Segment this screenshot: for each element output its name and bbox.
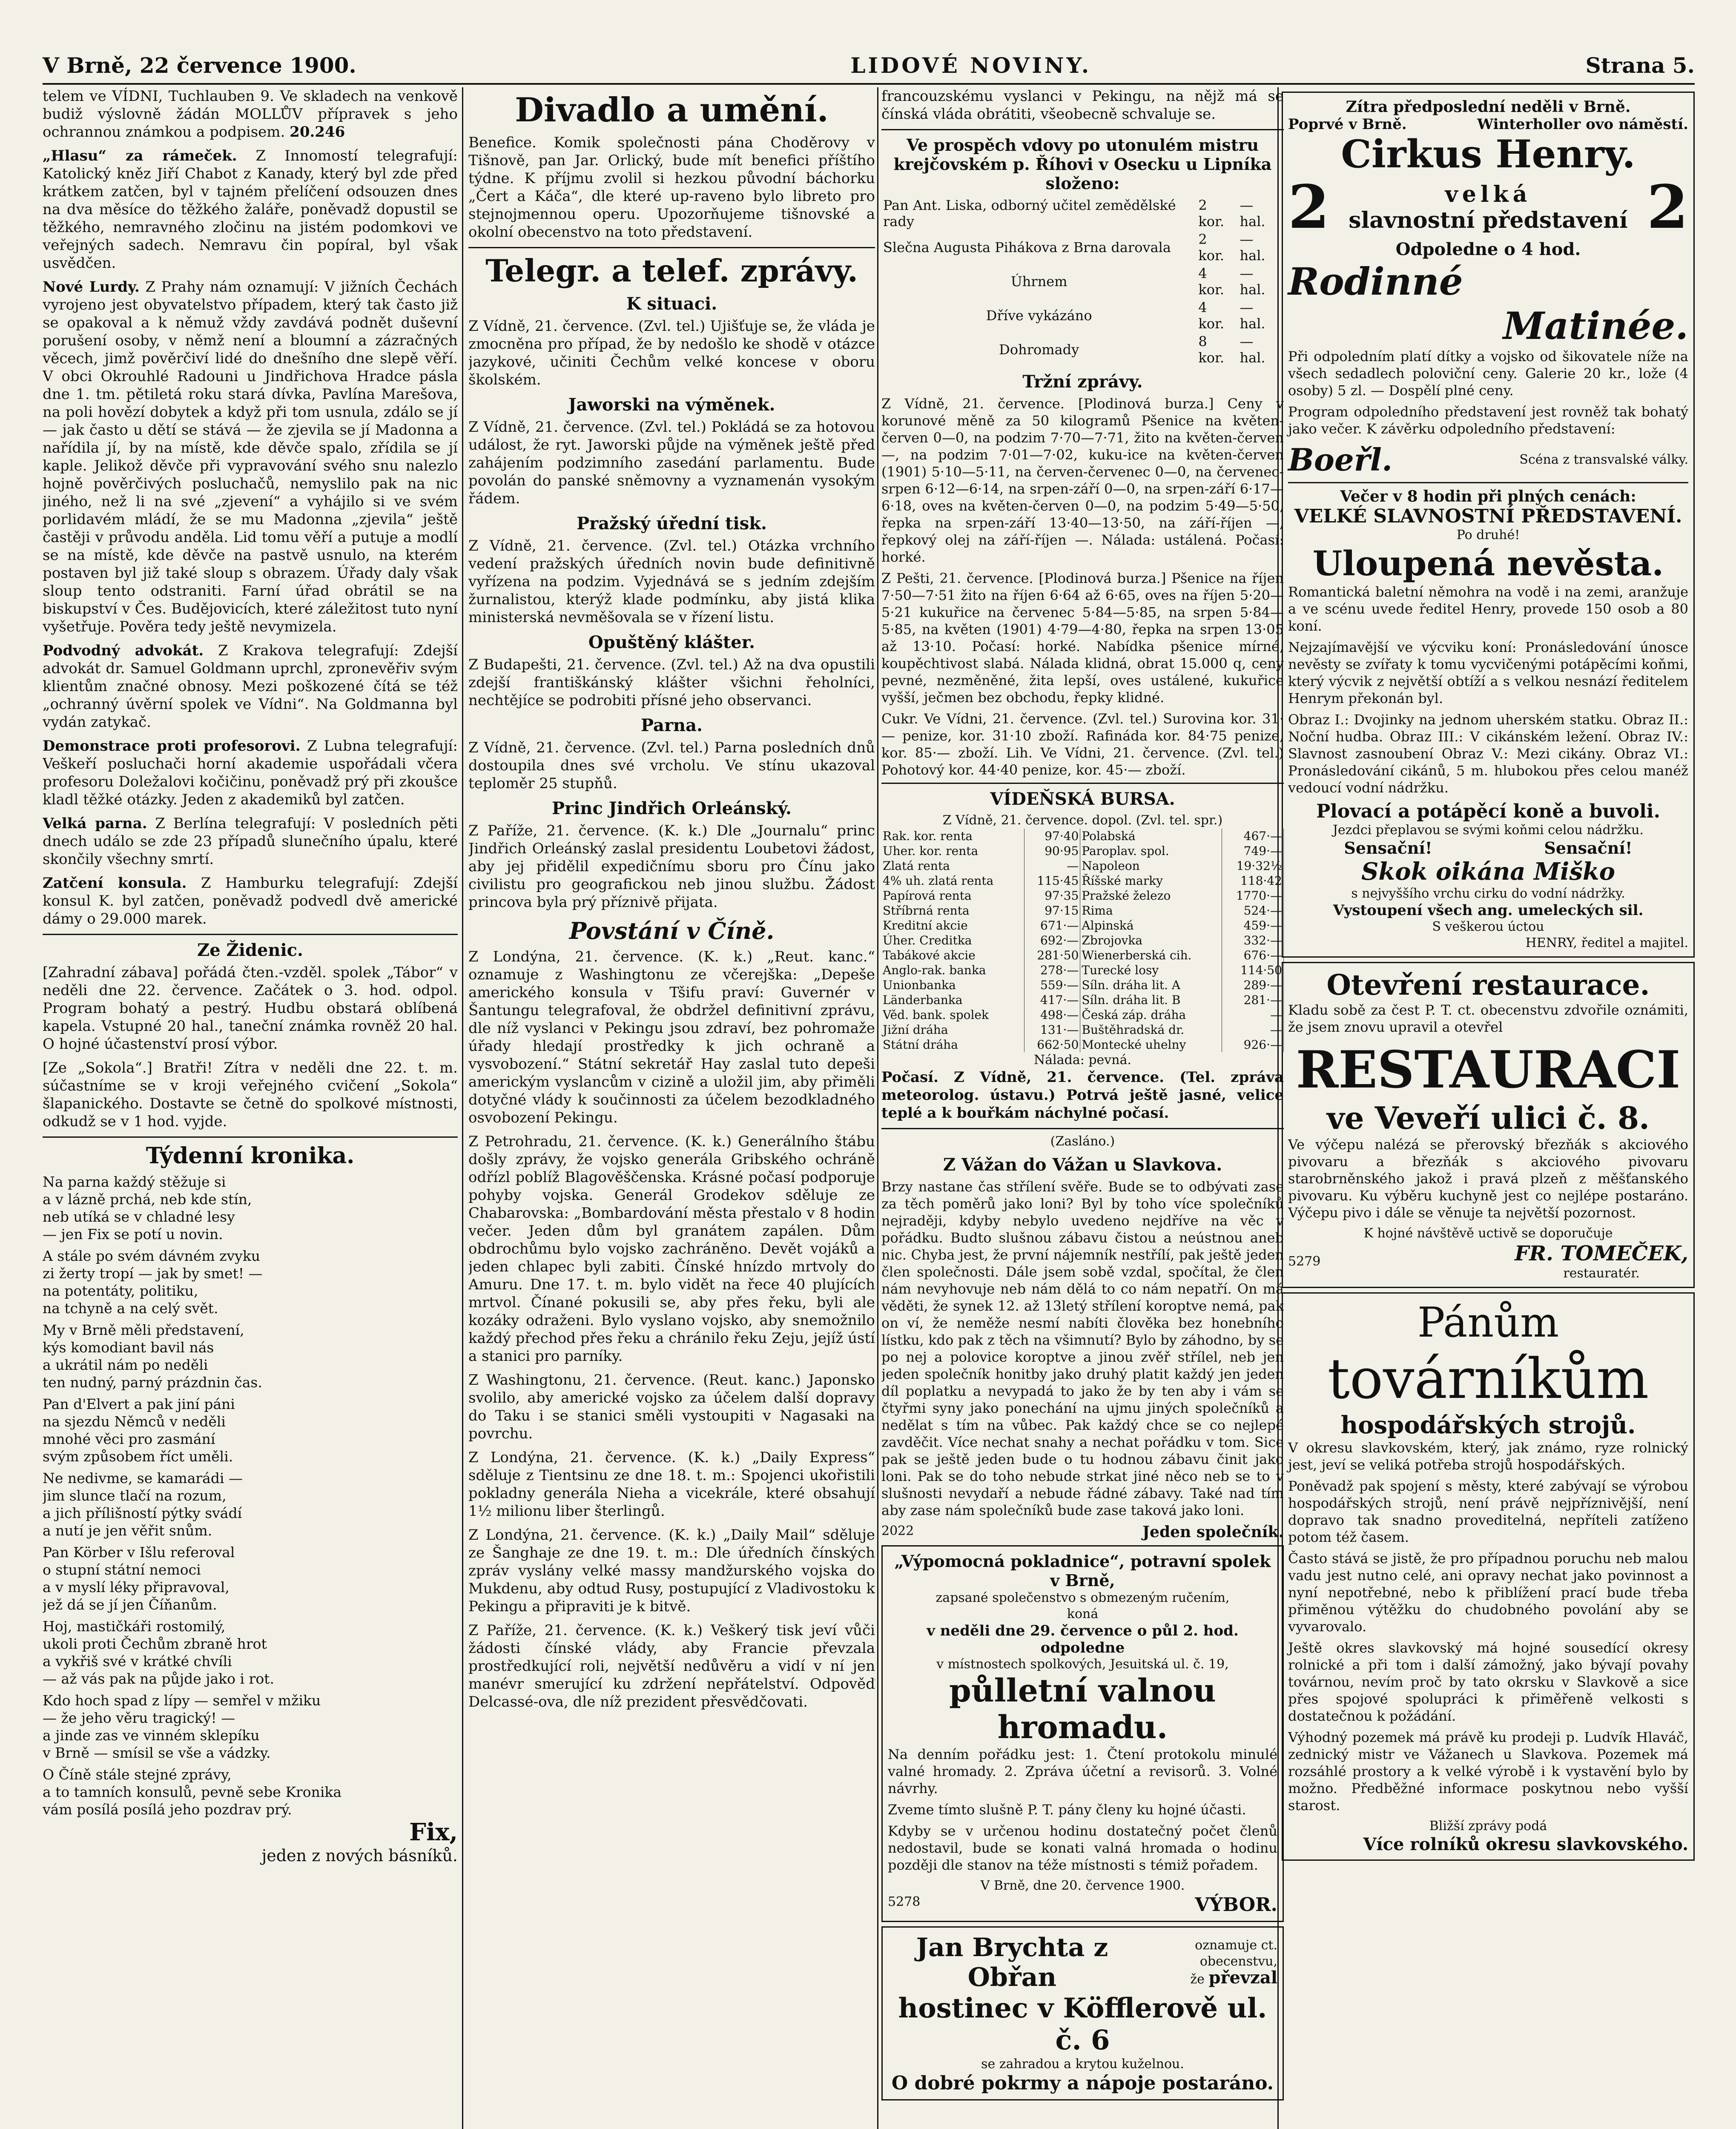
column-2 [468, 87, 875, 1717]
table-row: Úhrnem 4 kor. — hal. [1010, 265, 1265, 298]
table-cell: Rima [1080, 903, 1222, 918]
news-item-3: Podvodný advokát. Z Krakova telegrafují: Zdejší advokát dr. Samuel Goldmann uprchl, zpronevěřiv svým klientům značné obnosy. Mezi poškozené čítá se též „ochranný úvěrní spolek ve Vídni“. Na Goldmanna byl vydán zatykač. [43, 642, 458, 731]
table-cell: 749·— [1222, 844, 1284, 858]
poem-line: a to tamních konsulů, pevně sebe Kronika [43, 1784, 342, 1800]
table-row [881, 858, 1284, 873]
kronika-title: Týdenní kronika. [146, 1143, 355, 1169]
table-row [881, 888, 1284, 903]
table-cell: 332·— [1222, 933, 1284, 948]
poem-line: Pan d'Elvert a pak jiní páni [43, 1396, 235, 1412]
cukr-text: Cukr. Ve Vídni, 21. července. (Zvl. tel.) Surovina kor. 31·— penize, kor. 31·10 zboží. Rafináda kor. 84·75 penize, kor. 85·— zboží. Lih. Ve Vídni, 21. července. (Zvl. tel.) Pohotový kor. 44·40 penize, kor. 45·— zboží. [881, 711, 1284, 778]
poem-line: mnohé věci pro zasmání [43, 1431, 215, 1447]
table-cell: 467·— [1222, 829, 1284, 844]
poem-line: a jich přílišností pýtky svádí [43, 1505, 242, 1521]
poem-line: O Číně stále stejné zprávy, [43, 1766, 232, 1783]
table-cell: Síln. dráha lit. A [1080, 978, 1222, 993]
prazsky-text: Z Vídně, 21. července. (Zvl. tel.) Otázka vrchního vedení pražských úředních novin bude definitivně vyřízena na podzim. Vyjednává se s jedním zdejším žurnalistou, kterýž klade podmínku, aby jistá klika ministerská nevměšovala se v řízení listu. [468, 537, 875, 626]
bursa-title: VÍDEŇSKÁ BURSA. [990, 789, 1175, 809]
zidenic-text: [Zahradní zábava] pořádá čten.-vzděl. spolek „Tábor“ v neděli dne 22. července. Začátek o 3. hod. odpol. Program bohatý a pestrý. Hudbu obstará oblíbená kapela. Vstupné 20 hal., taneční známka rovněž 20 hal. O hojné účastenství prosí výbor. [43, 964, 458, 1053]
poem-tail: jeden z nových básníků. [261, 1846, 458, 1865]
table-cell: Napoleon [1080, 858, 1222, 873]
table-cell: 90·95 [1024, 844, 1080, 858]
table-cell: 97·35 [1024, 888, 1080, 903]
table-cell: Montecké uhelny [1080, 1037, 1222, 1052]
table-cell: Jižní dráha [881, 1022, 1024, 1037]
lead-paragraph: telem ve VÍDNI, Tuchlauben 9. Ve skladech na venkově budiž výslovně žádán MOLLŮV přípravek s jeho ochrannou známkou a podpisem. 20.246 [43, 88, 458, 141]
header-newspaper-title: LIDOVÉ NOVINY. [850, 52, 1092, 78]
poem-line: Na parna každý stěžuje si [43, 1174, 226, 1190]
prazsky-title: Pražský úřední tisk. [577, 514, 767, 534]
table-cell: 281·— [1222, 993, 1284, 1007]
zaslano: (Zasláno.) [1050, 1134, 1115, 1149]
table-row [881, 829, 1284, 844]
opusteny-text: Z Budapešti, 21. července. (Zvl. tel.) Až na dva opustili zdejší františkánský klášter všichni řeholníci, nechtějíce se podrobiti přísné jeho observanci. [468, 656, 875, 709]
table-row: Dohromady 8 kor. — hal. [999, 333, 1265, 366]
table-cell: 289·— [1222, 978, 1284, 993]
trzni-text: Z Vídně, 21. července. [Plodinová burza.] Ceny v korunové měně za 50 kilogramů Pšenice na květen-červen 0—0, na podzim 7·70—7·71, žito na květen-červen —, na podzim 7·01—7·02, kuku-ice na květen-červen (1901) 5·10—5·11, na červen-červenec 0—0, na červenec-srpen 6·12—6·14, na srpen-září 0—0, na srpen-září 6·17—6·18, oves na květen-červen 0—0, na podzim 5·49—5·50, řepka na srpen-září 13·40—13·50, na září-říjen —, řepkový olej na září-říjen —. Nálada: ustálená. Počasí: horké. [881, 396, 1284, 565]
table-cell: — [1024, 858, 1080, 873]
divider [881, 1128, 1284, 1129]
tovarnikum-ad: Pánům továrníkům hospodářských strojů. V okresu slavkovském, který, jak známo, ryze rolnický jest, jeví se veliká potřeba strojů hospodářských. Poněvadž pak spojení s městy, které zabývají se výrobou hospodářských strojů, není právě nejpříznivější, není dopravo tak snadno proveditelná, nepříteli zatíženo potom též časem. Často stává se jistě, že pro případnou poruchu neb malou vadu jest nutno celé, ani opravy nechat jako povinnost a nyní nepotřebné, nebo k přiblížení prací bude třeba přiměnou výtěžku do chudobného povolání aby se vyvarovalo. Ještě okres slavkovský má hojné sousedící okresy rolnické a při tom i další zámožný, jako bývají povahy továrnou, nevím proč by tato okrsku v Slavkově a sice přes spojové spolupráci k přiměřeně velkosti s dostatečnou k požádání. Výhodný pozemek má právě ku prodeji p. Ludvík Hlaváč, zednický mistr ve Vážanech u Slavkova. Pozemek má rozsáhlé prostory a k velké výrobě i k vystavění bylo by možno. Předběžné informace poskytnou nebo vyšší starost. Bližší zprávy podá Více rolníků okresu slavkovského. [1282, 1292, 1695, 1861]
table-cell: 118·42 [1222, 873, 1284, 888]
table-cell: Zbrojovka [1080, 933, 1222, 948]
table-cell: Anglo-rak. banka [881, 963, 1024, 978]
news-item-6: Zatčení konsula. Z Hamburku telegrafují: Zdejší konsul K. byl zatčen, poněvadž podvedl dvě americké dámy o 29.000 marek. [43, 875, 458, 927]
poem-line: — až vás pak na půjde jako i rot. [43, 1670, 274, 1687]
table-cell: Kreditní akcie [881, 918, 1024, 933]
povstani-title: Povstání v Číně. [569, 917, 775, 944]
divider [881, 783, 1284, 784]
vypomocna-ad: „Výpomocná pokladnice“, potravní spolek v Brně, zapsané společenstvo s obmezeným ručením, koná v neděli dne 29. července o půl 2. hod. odpoledne v místnostech spolkových, Jesuitská ul. č. 19, půlletní valnou hromadu. Na denním pořádku jest: 1. Čtení protokolu minulé valné hromady. 2. Zpráva účetní a revisorů. 3. Volné návrhy. Zveme tímto slušně P. T. pány členy ku hojné účasti. Kdyby se v určenou hodinu dostatečný počet členů nedostavil, bude se konati valná hromada o hodinu později dle stanov na téže místnosti s témiž pořadem. V Brně, dne 20. července 1900. 5278 VÝBOR. [881, 1545, 1284, 1922]
k-situaci-title: K situaci. [626, 294, 717, 314]
divadlo-title: Divadlo a umění. [515, 91, 829, 129]
poem-line: jež dá se jí jen Číňanům. [43, 1596, 217, 1613]
page-header [43, 50, 1695, 80]
table-cell: Unionbanka [881, 978, 1024, 993]
pocasi-text: Počasí. Z Vídně, 21. července. (Tel. zpráva meteorolog. ústavu.) Potrvá ještě jasné, velice teplé a k bouřkám náchylné počasí. [881, 1069, 1284, 1122]
column-4 [1282, 87, 1695, 1865]
poem-line: jim slunce tlačí na rozum, [43, 1487, 227, 1504]
povstani-text: Z Londýna, 21. července. (K. k.) „Daily Express“ sděluje z Tientsinu ze dne 18. t. m.: Spojenci ukořistili pokladny generála Nieha a vicekrále, které obsahují 1½ milionu liber šterlingů. [468, 1449, 875, 1520]
table-row [881, 993, 1284, 1007]
lead-paragraph: francouzskému vyslanci v Pekingu, na nějž má se čínská vláda obrátiti, všeobecně schvaluje se. [881, 88, 1284, 123]
zidenic-title: Ze Židenic. [197, 940, 303, 960]
prospech-table [881, 196, 1284, 367]
table-cell: 671·— [1024, 918, 1080, 933]
table-cell: 662·50 [1024, 1037, 1080, 1052]
table-cell: 114·50 [1222, 963, 1284, 978]
brychta-ad: Jan Brychta z Obřan oznamuje ct. obecenstvu, že převzal hostinec v Köfflerově ul. č. 6 se zahradou a krytou kuželnou. O dobré pokrmy a nápoje postaráno. [881, 1926, 1284, 2100]
table-cell: 1770·— [1222, 888, 1284, 903]
table-cell: Uher. kor. renta [881, 844, 1024, 858]
trzni-title: Tržní zprávy. [1022, 372, 1143, 392]
table-cell: Paroplav. spol. [1080, 844, 1222, 858]
table-cell: Alpinská [1080, 918, 1222, 933]
table-row [881, 1007, 1284, 1022]
poem-line: na sjezdu Němců v neděli [43, 1413, 226, 1430]
povstani-text: Z Paříže, 21. července. (K. k.) Veškerý tisk jeví vůči žádosti čínské vlády, aby Francie převzala prostředkující roli, největší nedůvěru a vidí v ní jen manévr smerující ku zdržení nepřátelství. Odpověď Delcassé-ova, dle níž prezident přesvědčovati. [468, 1622, 875, 1710]
table-cell: 278·— [1024, 963, 1080, 978]
poem-line: v Brně — smísil se vše a vádzky. [43, 1745, 271, 1761]
divider [881, 129, 1284, 130]
table-row [881, 903, 1284, 918]
table-row [881, 978, 1284, 993]
table-cell: 559·— [1024, 978, 1080, 993]
restaurace-ad: Otevření restaurace. Kladu sobě za čest P. T. ct. obecenstvu zdvořile oznámiti, že jsem znovu upravil a otevřel RESTAURACI ve Veveří ulici č. 8. Ve výčepu nalézá se přerovský březňák s akciového pivovaru a březňák s akciového pivovaru starobrněnského jakož i pravá plzeň z měšťanského pivovaru. Ku výběru kuchyně jest co nejlépe postaráno. Výčepu pivo i dále se věnuje ta největší pozornost. K hojné návštěvě uctivě se doporučuje 5279 FR. TOMEČEK, restauratér. [1282, 962, 1695, 1288]
divadlo-text: Benefice. Komik společnosti pána Choděrovy v Tišnově, pan Jar. Orlický, bude mít benefici příštího týdne. K příjmu zvolil si hezkou původní báchorku „Čert a Káča“, dle které up-raveno bylo libreto pro stejnojmennou operu. Upozorňujeme tišnovské a okolní obecenstvo na toto představení. [468, 134, 875, 241]
table-row [881, 963, 1284, 978]
poem-line: zi žerty tropí — jak by smet! — [43, 1265, 263, 1282]
opusteny-title: Opuštěný klášter. [588, 632, 755, 652]
poem-line: a vykřiš své v krátké chvíli [43, 1653, 232, 1670]
divider [43, 934, 458, 935]
table-row [881, 948, 1284, 963]
table-cell: 4% uh. zlatá renta [881, 873, 1024, 888]
table-cell: 459·— [1222, 918, 1284, 933]
poem-line: svým způsobem říct uměli. [43, 1448, 233, 1465]
table-cell: Buštěhradská dr. [1080, 1022, 1222, 1037]
table-row [881, 1022, 1284, 1037]
poem-line: a ukrátil nám po neděli [43, 1357, 208, 1373]
princ-text: Z Paříže, 21. července. (K. k.) Dle „Journalu“ princ Jindřich Orleánský zaslal presidentu Loubetovi žádost, aby jej přidělil expedičnímu sboru pro Čínu jako civilistu pro geografickou neb jinou službu. Žádost princova byla prý příznivě přijata. [468, 822, 875, 911]
bursa-table [881, 829, 1284, 1052]
table-row [881, 873, 1284, 888]
poem-line: a jinde zas ve vinném sklepíku [43, 1727, 260, 1744]
news-item-2: Nové Lurdy. Z Prahy nám oznamují: V jižních Čechách vyrojeno jest obyvatelstvo případem, který tak často již se opakoval a k němuž vždy zavdává podnět duševní porušení osoby, v němž není a bloumní a zázračných věcech, jimž pověrčiví lidé do dnešního dne slepě věří. V obci Okrouhlé Radouni u Jindřichova Hradce pásla dne 1. tm. pětiletá roku stará dívka, Pavlína Marešova, na poli hovězí dobytek a když při tom usnula, zdálo se jí — jak často u dětí se stává — že zjevila se jí Madonna a nařídila jí, by na místě, kde děvče spalo, zřídila se jí kaple. Jelikož děvče při vypravování svého snu nalezlo hojně pověrčivých posluchačů, nemyslilo pak na nic jiného, než li na své „zjevení“ a vyhájilo si ve svém porlidavém mládí, že se mu Madonna „zjevila“ ještě častěji v průvodu anděla. Lid tomu věří a putuje a modlí se na místě, kde děvče na pastvě usnulo, na kterém postaven byl již také sloup s obrazem. Úřady daly však sloup tento odstraniti. Farní úřad obrátil se na biskupství v Čes. Budějovicích, které záležitost tuto nyní vyšetřuje. Pověra tedy ještě nevymizela. [43, 278, 458, 635]
table-row: Pan Ant. Liska, odborný učitel zemědělské rady 2 kor. — hal. [883, 197, 1265, 230]
poem-line: na tchyně a na celý svět. [43, 1300, 218, 1317]
table-cell: Česká záp. dráha [1080, 1007, 1222, 1022]
cirkus-henry-ad: Zítra předposlední neděli v Brně. Poprvé v Brně. Winterholler ovo náměstí. Cirkus Henry. 2 velká slavnostní představení 2 Odpoledne o 4 hod. Rodinné Matinée. Při odpoledním platí dítky a vojsko od šikovatele níže na všech sedadlech poloviční ceny. Galerie 20 kr., lože (4 osoby) 5 zl. — Dospělí plné ceny. Program odpoledního představení jest rovněž tak bohatý jako večer. K závěrku odpoledního představení: Boeřl. Scéna z transvalské války. Večer v 8 hodin při plných cenách: VELKÉ SLAVNOSTNÍ PŘEDSTAVENÍ. Po druhé! Uloupená nevěsta. Romantická baletní němohra na vodě i na zemi, aranžuje a ve scénu uvede ředitel Henry, provede 150 osob a 80 koní. Nejzajímavější ve výcviku koní: Pronásledování únosce nevěsty se zvířaty k tomu vycvičenými potápěcími koňmi, který výcvik z největší obtíží a s velkou nesnází ředitelem Henrym překonán byl. Obraz I.: Dvojinky na jednom uherském statku. Obraz II.: Noční hudba. Obraz III.: V cikánském ležení. Obraz IV.: Slavnost zasnoubení Obraz V.: Mezi cikány. Obraz VI.: Pronásledování cikánů, 5 m. hlubokou přes celou manéž vedoucí vodní nádržku. Plovací a potápěcí koně a buvoli. Jezdci přeplavou se svými koňmi celou nádržku. Sensační! Sensační! Skok oikána Miško s nejvyššího vrchu cirku do vodní nádržky. Vystoupení všech ang. umeleckých sil. S veškerou úctou HENRY, ředitel a majitel. [1282, 92, 1695, 958]
poem-line: Pan Körber v Išlu referoval [43, 1544, 235, 1561]
povstani-text: Z Washingtonu, 21. července. (Reut. kanc.) Japonsko svolilo, aby americké vojsko za účelem další dopravy do Taku i se stanici směli vystoupiti v Nagasaki na povrchu. [468, 1372, 875, 1442]
jaworski-title: Jaworski na výměnek. [568, 395, 775, 415]
poem-line: My v Brně měli představení, [43, 1322, 244, 1338]
poem-line: Hoj, mastičkáři rostomilý, [43, 1618, 226, 1635]
table-cell: 97·40 [1024, 829, 1080, 844]
sokol-text: [Ze „Sokola“.] Bratři! Zítra v neděli dne 22. t. m. súčastníme se v kroji veřejného cvičení „Sokola“ šlapanického. Dostavte se četně do spolkové místnosti, odkudž se v 1 hod. vyjde. [43, 1059, 458, 1130]
poem-line: neb utíká se v chladné lesy [43, 1208, 235, 1225]
bursa-sub: Z Vídně, 21. července. dopol. (Zvl. tel. spr.) [942, 813, 1223, 828]
telegr-title: Telegr. a telef. zprávy. [485, 252, 858, 289]
vazan-text: Brzy nastane čas střílení svěře. Bude se to odbývati zase za těch poměrů jako loni? Byl by toho více společníků nejraději, kdyby nebylo uvedeno nejdříve na věc v pořádku. Budto slušnou zábavu čistou a neústnou aneb nic. Chyba jest, že první nájemník nestřílí, pak ještě jeden člen společnosti. Dále jsem sobě vzdal, spočítal, že člen nám nevyhovuje neb nám dělá to co nám nepatří. On má věděti, že synek 12. až 13letý střílení koroptve nemá, pak on ví, že neměže nesmí nabíti člověka bez honebního lístku, kdo pak z těch na všimnutí? Bylo by záhodno, by se po nej a polovice koroptve a jinou zvěř střílel, neb jen jeden společník honitby jako druhý platit každý jen jeden díl poplatku a nevypadá to jako že by ten aby i vám se čtyřmi syny jako ponechání na ujmu jiných společníků a nedělat s tím na vůbec. Pak každý chce se co nejlepé zavděčit. Více nechat snahy a nechat pořádku v tom. Sice pak se ještě jeden bude o tu hodnou zábavu činit jako loni. Pak se do toho nebude strkat jiné něco neb se to v slušnosti nevydaří a nebude řádné zábavy. Také nad tím aby zase nám společníků bude zase taková jako loni. [881, 1179, 1284, 1518]
poem-signature: Fix, [409, 1818, 458, 1846]
table-cell: Länderbanka [881, 993, 1024, 1007]
table-cell: Polabská [1080, 829, 1222, 844]
table-cell: 417·— [1024, 993, 1080, 1007]
column-divider-2 [877, 87, 878, 2129]
table-cell: 676·— [1222, 948, 1284, 963]
poem-line: a v lázně prchá, neb kde stín, [43, 1191, 252, 1208]
table-row: Slečna Augusta Pihákova z Brna darovala 2 kor. — hal. [883, 231, 1265, 264]
table-row [881, 933, 1284, 948]
header-rule [43, 83, 1695, 85]
table-cell: Wienerberská cih. [1080, 948, 1222, 963]
kronika-poem [43, 1173, 458, 1818]
table-cell: Tabákové akcie [881, 948, 1024, 963]
column-divider-1 [462, 87, 463, 2129]
poem-line: ten nudný, parný prázdnin čas. [43, 1374, 262, 1391]
table-cell: Pražské železo [1080, 888, 1222, 903]
table-cell: 498·— [1024, 1007, 1080, 1022]
news-item-5: Velká parna. Z Berlína telegrafují: V posledních pěti dnech událo se zde 23 případů slunečního úpalu, které skončily všechny smrtí. [43, 815, 458, 868]
table-cell: 524·— [1222, 903, 1284, 918]
poem-line: kýs komodiant bavil nás [43, 1339, 214, 1356]
table-cell: Rak. kor. renta [881, 829, 1024, 844]
parna-title: Parna. [641, 715, 703, 735]
parna-text: Z Vídně, 21. července. (Zvl. tel.) Parna posledních dnů dostoupila dnes své vrcholu. Ve stínu ukazoval teploměr 25 stupňů. [468, 739, 875, 792]
poem-line: na potentáty, politiku, [43, 1283, 198, 1299]
poem-line: — jen Fix se potí u novin. [43, 1226, 223, 1242]
table-row: Dříve vykázáno 4 kor. — hal. [986, 299, 1265, 332]
vazan-title: Z Vážan do Vážan u Slavkova. [943, 1155, 1222, 1175]
table-cell: 19·32½ [1222, 858, 1284, 873]
poem-line: vám posílá posílá jeho pozdrav prý. [43, 1801, 292, 1818]
divider [43, 1136, 458, 1138]
table-cell: Říšské marky [1080, 873, 1222, 888]
poem-line: ukoli proti Čechům zbraně hrot [43, 1635, 267, 1652]
column-1 [43, 87, 458, 1865]
poem-line: a v myslí léky připravoval, [43, 1579, 230, 1595]
jaworski-text: Z Vídně, 21. července. (Zvl. tel.) Pokládá se za hotovou událost, že ryt. Jaworski půjde na výměnek ještě před zahájením podzimního zasedání parlamentu. Bude povolán do panské sněmovny a vyznamenán vysokým řádem. [468, 419, 875, 507]
pest-text: Z Pešti, 21. července. [Plodinová burza.] Pšenice na říjen 7·50—7·51 žito na říjen 6·64 až 6·65, oves na říjen 5·20—5·21 kukuřice na červenec 5·84—5·85, na srpen 5·84—5·85, na květen (1901) 4·79—4·80, řepka na srpen 13·05 až 13·10. Počasí: horké. Nabídka pšenice mírné, koupěchtivost slabá. Nálada klidná, obrat 15.000 q, ceny pevné, nezměněné, žita lepší, oves ustálené, kukuřice vyšší, ječmen bez obchodu, řepky klidné. [881, 570, 1284, 706]
poem-line: a nutí je jen věřit snům. [43, 1522, 212, 1539]
poem-line: A stále po svém dávném zvyku [43, 1248, 261, 1264]
table-cell: Stříbrná renta [881, 903, 1024, 918]
poem-line: Kdo hoch spad z lípy — semřel v mžiku [43, 1692, 321, 1709]
prospech-title: Ve prospěch vdovy po utonulém mistru krejčovském p. Říhovi v Osecku u Lipníka složeno: [893, 135, 1272, 193]
header-page-number: Strana 5. [1585, 52, 1695, 78]
table-cell: 281·50 [1024, 948, 1080, 963]
table-cell: — [1222, 1022, 1284, 1037]
table-cell: Papírová renta [881, 888, 1024, 903]
table-cell: — [1222, 1007, 1284, 1022]
princ-title: Princ Jindřich Orleánský. [552, 798, 792, 818]
table-row [881, 844, 1284, 858]
table-cell: Úher. Creditka [881, 933, 1024, 948]
table-cell: 115·45 [1024, 873, 1080, 888]
poem-line: o stupní státní nemoci [43, 1561, 201, 1578]
table-cell: 692·— [1024, 933, 1080, 948]
divider [468, 247, 875, 248]
bursa-mood: Nálada: pevná. [1034, 1053, 1131, 1067]
k-situaci-text: Z Vídně, 21. července. (Zvl. tel.) Ujišťuje se, že vláda je zmocněna pro případ, že by nedošlo ke shodě v otázce jazykové, učiniti Čechům velké koncese v oboru školském. [468, 318, 875, 388]
povstani-text: Z Petrohradu, 21. července. (K. k.) Generálního štábu došly zprávy, že vojsko generála Gribského ochráně odřízl poblíž Blagověščenska. Krásné počasí podporuje pohyby vojska. Generál Grodekov sděluje ze Chabarovska: „Bombardování města přestalo v 8 hodin večer. Jeden dům byl granátem zapálen. Dům obdrochůmu bylo vojsko zachráněno. Devět vojáků a jeden chlapec byli zabiti. Čínské hnízdo mrtvoly do Amuru. Dne 17. t. m. bylo vidět na řece 40 plujících mrtvol. Čínané pokusili se, aby přes řeku, byli ale kozáky odraženi. Bylo vyslano vojsko, aby snemožnilo každý přechod přes řeku a chránilo řeku Zeju, jejíž ústí a stanici pro parníky. [468, 1133, 875, 1365]
table-cell: Zlatá renta [881, 858, 1024, 873]
table-row [881, 918, 1284, 933]
table-cell: Síln. dráha lit. B [1080, 993, 1222, 1007]
header-date: V Brně, 22 července 1900. [43, 52, 356, 78]
povstani-text: Z Londýna, 21. července. (K. k.) „Reut. kanc.“ oznamuje z Washingtonu ze včerejška: „Depeše amerického konsula v Tšifu praví: Guvernér v Šantungu telegrafoval, že obdržel definitivní zprávu, dle níž vyslanci v Pekingu jsou zdraví, bez pohromaže úřady hledají prostředky k jich ochraně a vysvobození.“ Státní sekretář Hay zaslal tuto depeši americkým vyslancům v cizině a uložil jim, aby přiměli dotyčné vlády k součinnosti za účelem bezodkladného osvobození Pekingu. [468, 948, 875, 1126]
poem-line: Ne nedivme, se kamarádi — [43, 1470, 243, 1486]
vazan-signature: 2022 Jeden společník. [881, 1523, 1284, 1541]
povstani-text: Z Londýna, 21. července. (K. k.) „Daily Mail“ sděluje ze Šanghaje ze dne 19. t. m.: Dle úředních čínských zpráv vyslány velké massy mandžurského vojska do Mukdenu, aby odtud Rusy, postupující z Vladivostoku k Pekingu a připraviti je k bitvě. [468, 1526, 875, 1615]
table-cell: Turecké losy [1080, 963, 1222, 978]
table-cell: Státní dráha [881, 1037, 1024, 1052]
poem-line: — že jeho věru tragický! — [43, 1710, 235, 1726]
column-3 [881, 87, 1284, 2105]
news-item-1: „Hlasu“ za rámeček. Z Innomostí telegrafují: Katolický kněz Jiří Chabot z Kanady, který byl zde před krátkem zatčen, byl v tajném přelíčení odsouzen dnes na dva měsíce do těžkého žaláře, poněvadž dopustil se těžkého, nemravného zločinu na jistém podomkovi ve veřejných sadech. Nemravu čin popíral, byl však usvědčen. [43, 147, 458, 272]
table-cell: 926·— [1222, 1037, 1284, 1052]
table-cell: 97·15 [1024, 903, 1080, 918]
news-item-4: Demonstrace proti profesorovi. Z Lubna telegrafují: Veškeří posluchači horní akademie uspořádali včera profesoru Doležalovi kočičinu, poněvadž prý při zkoušce kladl těžké otázky. Jeden z akademiků byl zatčen. [43, 737, 458, 808]
table-cell: 131·— [1024, 1022, 1080, 1037]
table-row [881, 1037, 1284, 1052]
table-cell: Věd. bank. spolek [881, 1007, 1024, 1022]
